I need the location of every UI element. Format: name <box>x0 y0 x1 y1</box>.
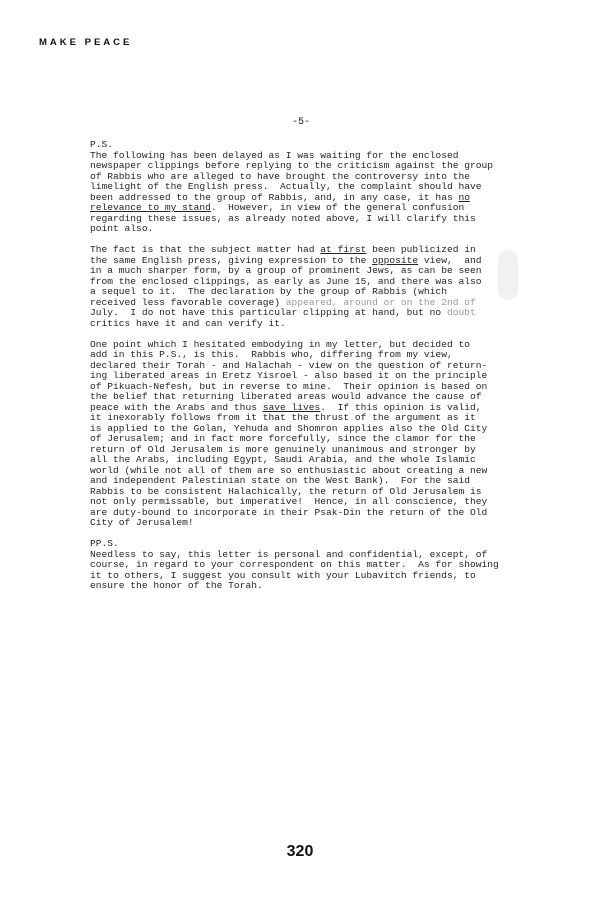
text-line: Rabbis to be consistent Halachically, the return of Old Jerusalem is <box>90 485 482 497</box>
text-line: it to others, I suggest you consult with your Lubavitch friends, to <box>90 569 476 581</box>
text-line: point also. <box>90 223 154 234</box>
text-line: City of Jerusalem! <box>90 517 194 528</box>
text-line: received less favorable coverage) appeared, around or on the 2nd of <box>90 296 476 308</box>
text-line: it inexorably follows from it that the thrust of the argument as it <box>90 412 476 423</box>
postscript-paragraph-3 <box>90 340 510 529</box>
text-line: critics have it and can verify it. <box>90 317 286 329</box>
faded-text: doubt <box>446 307 476 318</box>
text-line: course, in regard to your correspondent on this matter. As for showing <box>90 559 499 570</box>
ps-heading: P.S. <box>90 139 114 150</box>
text-line: peace with the Arabs and thus save lives. If this opinion is valid, <box>90 401 482 413</box>
underlined-phrase: no <box>458 191 470 203</box>
text-line: limelight of the English press. Actually, the complaint should have <box>90 181 482 192</box>
letter-body <box>90 140 510 602</box>
text-line: from the enclosed clippings, as early as June 15, and there was also <box>90 275 482 287</box>
text-line: The fact is that the subject matter had at first been publicized in <box>90 244 476 255</box>
text-line: in a much sharper form, by a group of prominent Jews, as can be seen <box>90 265 482 276</box>
underlined-phrase: at first <box>320 244 367 255</box>
text-line: relevance to my stand. However, in view of the general confusion <box>90 202 465 213</box>
underlined-phrase: relevance to my stand <box>90 202 211 213</box>
page-number: 320 <box>286 843 314 860</box>
text-line: and independent Palestinian state on the West Bank). For the said <box>90 475 470 486</box>
text-line: return of Old Jerusalem is more genuinely unanimous and stronger by <box>90 443 476 455</box>
text-line: declared their Torah - and Halachah - view on the question of return- <box>90 359 488 371</box>
text-line: regarding these issues, as already noted above, I will clarify this <box>90 212 476 224</box>
text-line: One point which I hesitated embodying in my letter, but decided to <box>90 338 470 350</box>
pps-heading: PP.S. <box>90 538 119 549</box>
text-line: world (while not all of them are so enthusiastic about creating a new <box>90 464 488 476</box>
text-line: The following has been delayed as I was waiting for the enclosed <box>90 149 459 161</box>
text-line: July. I do not have this particular clipping at hand, but no doubt <box>90 307 476 318</box>
text-line: add in this P.S., is this. Rabbis who, differing from my view, <box>90 349 453 360</box>
letter-page-marker: -5- <box>291 117 310 128</box>
postscript-paragraph-2 <box>90 245 510 329</box>
text-line: are duty-bound to incorporate in their Psak-Din the return of the Old <box>90 506 488 518</box>
text-line: Needless to say, this letter is personal and confidential, except, of <box>90 548 488 560</box>
text-line: of Pikuach-Nefesh, but in reverse to mine. Their opinion is based on <box>90 380 488 392</box>
faded-text: appeared, around or on the 2nd of <box>285 296 476 308</box>
running-head: MAKE PEACE <box>39 37 133 48</box>
postscript-paragraph-4 <box>90 539 510 592</box>
postscript-paragraph-1 <box>90 140 510 235</box>
text-line: of Jerusalem; and in fact more forcefully, since the clamor for the <box>90 433 476 444</box>
text-line: is applied to the Golan, Yehuda and Shomron applies also the Old City <box>90 422 488 434</box>
text-line: ensure the honor of the Torah. <box>90 580 263 591</box>
text-line: not only permissable, but imperative! Hence, in all conscience, they <box>90 496 488 507</box>
text-line: newspaper clippings before replying to the criticism against the group <box>90 160 494 171</box>
text-line: of Rabbis who are alleged to have brought the controversy into the <box>90 170 470 182</box>
underlined-phrase: opposite <box>372 254 419 266</box>
text-line: been addressed to the group of Rabbis, and, in any case, it has no <box>90 191 470 203</box>
text-line: all the Arabs, including Egypt, Saudi Arabia, and the whole Islamic <box>90 454 476 465</box>
text-line: the belief that returning liberated areas would advance the cause of <box>90 391 482 402</box>
underlined-phrase: save lives <box>262 401 321 413</box>
text-line: the same English press, giving expression to the opposite view, and <box>90 254 482 266</box>
text-line: ing liberated areas in Eretz Yisroel - also based it on the principle <box>90 370 488 381</box>
text-line: a sequel to it. The declaration by the group of Rabbis (which <box>90 286 447 297</box>
